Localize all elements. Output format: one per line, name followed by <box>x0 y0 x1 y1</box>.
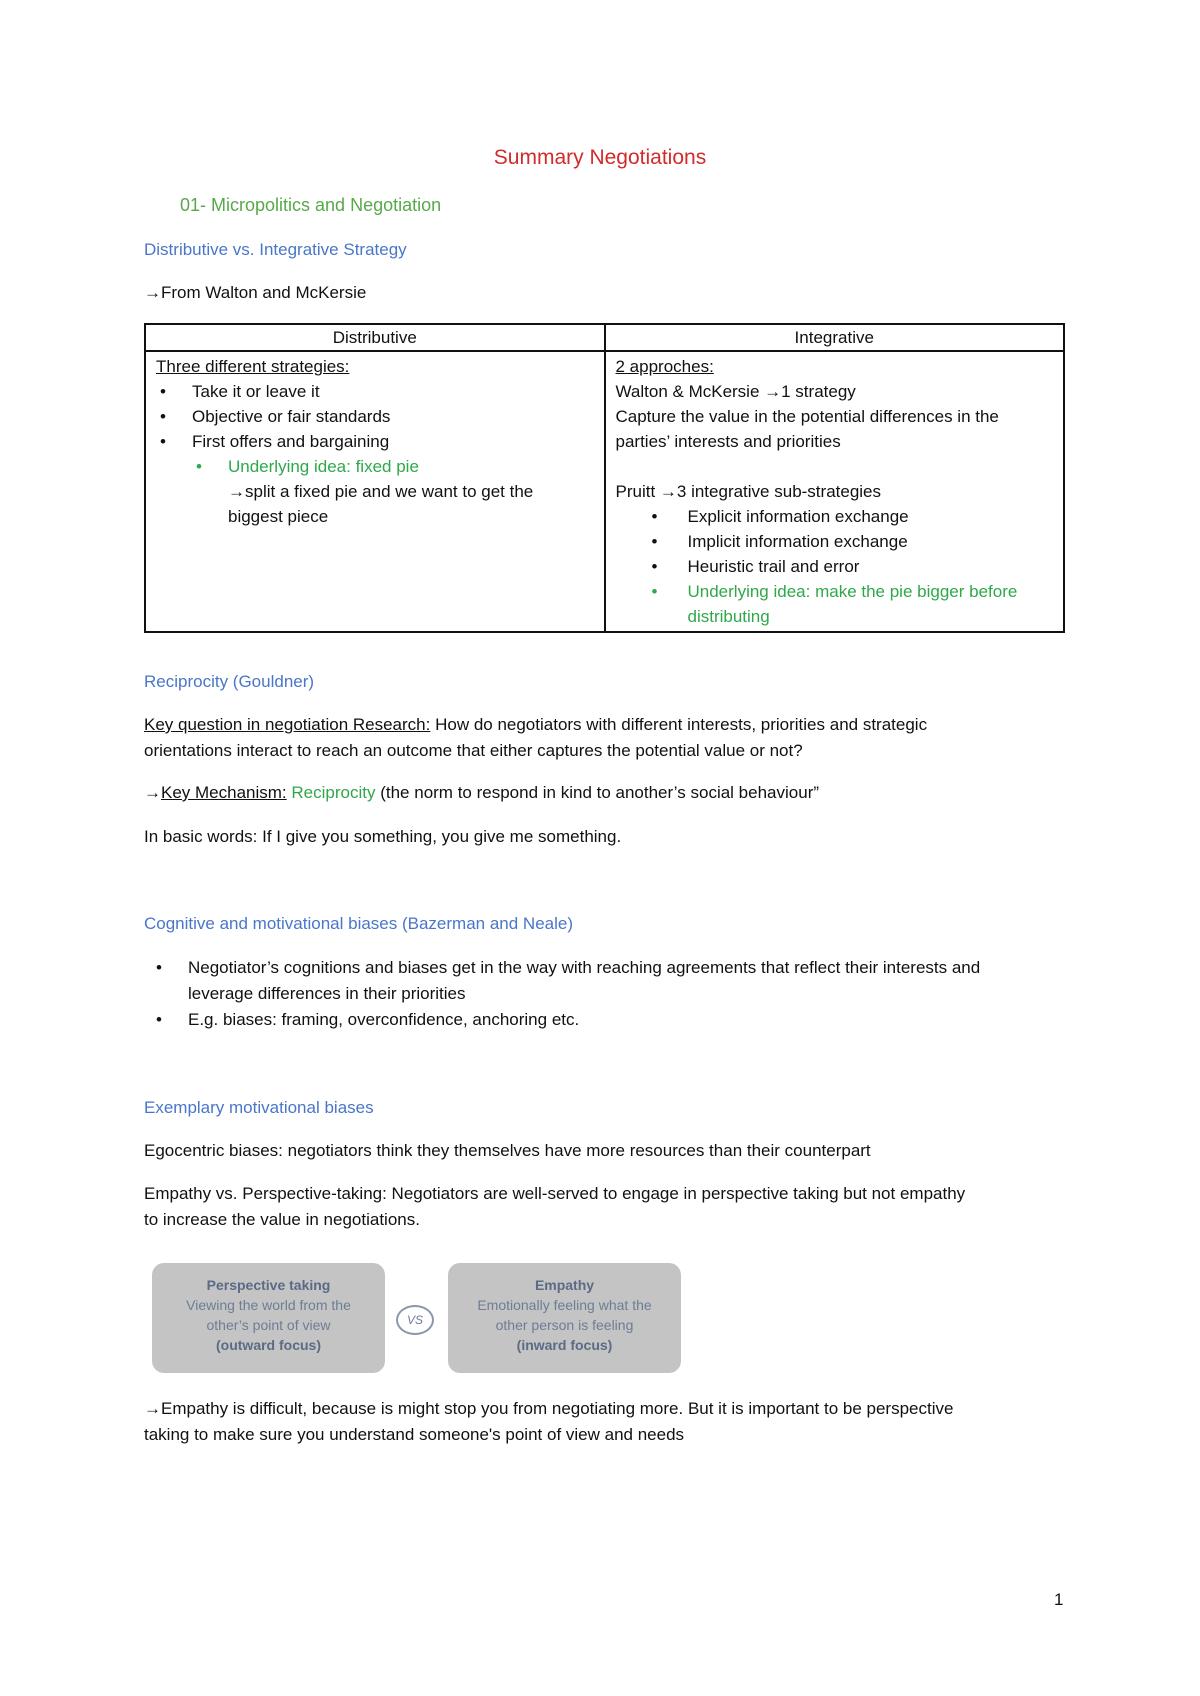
biases-heading: Cognitive and motivational biases (Bazerman and Neale) <box>144 914 574 933</box>
reciprocity-heading: Reciprocity (Gouldner) <box>144 672 315 691</box>
list-item <box>144 955 1064 1007</box>
empathy-line: Emotionally feeling what the <box>477 1297 652 1313</box>
key-mechanism-text: (the norm to respond in kind to another’s social behaviour” <box>375 783 820 802</box>
key-question-label: Key question in negotiation Research: <box>144 715 431 734</box>
basic-words-paragraph: In basic words: If I give you something, you give me something. <box>144 827 622 846</box>
perspective-taking-box <box>152 1263 385 1373</box>
perspective-taking-focus: (outward focus) <box>216 1337 321 1353</box>
page-number: 1 <box>1054 1590 1064 1609</box>
empathy-box <box>448 1263 681 1373</box>
key-question-text: How do negotiators with different interests, priorities and strategic <box>430 715 928 734</box>
list-item: • Take it or leave it <box>156 379 594 404</box>
biases-list <box>144 955 1064 1033</box>
underlying-idea-cont: distributing <box>687 607 770 626</box>
empathy-focus: (inward focus) <box>516 1337 613 1353</box>
list-item-text-cont: leverage differences in their priorities <box>188 984 466 1003</box>
list-item: • Implicit information exchange <box>616 529 1054 554</box>
col-header-integrative: Integrative <box>605 324 1065 351</box>
underlying-idea-note-cont: biggest piece <box>228 507 329 526</box>
empathy-text: Empathy vs. Perspective-taking: Negotiators are well-served to engage in perspective taking but not empathy <box>144 1184 966 1203</box>
empathy-text-cont: to increase the value in negotiations. <box>144 1210 420 1229</box>
strategy-source: →From Walton and McKersie <box>144 283 367 302</box>
list-item-underlying-idea: • Underlying idea: make the pie bigger before <box>616 579 1054 604</box>
empathy-paragraph <box>144 1181 1074 1233</box>
conclusion-paragraph <box>144 1396 1074 1448</box>
empathy-title: Empathy <box>534 1277 595 1293</box>
pruitt-line: Pruitt →3 integrative sub-strategies <box>615 482 882 501</box>
vs-badge: VS <box>396 1305 434 1335</box>
list-item-text: Negotiator’s cognitions and biases get in the way with reaching agreements that reflect their interests and <box>188 958 981 977</box>
list-item: • E.g. biases: framing, overconfidence, anchoring etc. <box>144 1007 1064 1033</box>
conclusion-text-cont: taking to make sure you understand someone's point of view and needs <box>144 1425 685 1444</box>
reciprocity-term: Reciprocity <box>291 783 376 802</box>
integrative-line: Capture the value in the potential differences in the <box>615 407 999 426</box>
arrow-glyph: → <box>144 783 161 802</box>
perspective-taking-line: other’s point of view <box>206 1317 331 1333</box>
list-item: • First offers and bargaining <box>156 429 594 454</box>
strategy-comparison-table <box>144 323 1065 633</box>
empathy-line: other person is feeling <box>495 1317 634 1333</box>
section-heading: 01- Micropolitics and Negotiation <box>180 195 442 215</box>
key-question-text-cont: orientations interact to reach an outcome that either captures the potential value or not? <box>144 741 803 760</box>
key-mechanism-paragraph <box>144 780 1074 806</box>
list-item: • Explicit information exchange <box>616 504 1054 529</box>
perspective-taking-title: Perspective taking <box>206 1277 331 1293</box>
list-item: • Objective or fair standards <box>156 404 594 429</box>
key-question-paragraph <box>144 712 1074 764</box>
document-title: Summary Negotiations <box>493 146 707 169</box>
integrative-subheading: 2 approches: <box>615 357 714 376</box>
egocentric-paragraph: Egocentric biases: negotiators think they themselves have more resources than their counterpart <box>144 1141 871 1160</box>
conclusion-text: →Empathy is difficult, because is might stop you from negotiating more. But it is important to be perspective <box>144 1399 954 1418</box>
col-header-distributive: Distributive <box>145 324 605 351</box>
perspective-taking-line: Viewing the world from the <box>186 1297 351 1313</box>
motivational-heading: Exemplary motivational biases <box>144 1098 374 1117</box>
list-item: • Heuristic trail and error <box>616 554 1054 579</box>
distributive-subheading: Three different strategies: <box>156 357 350 376</box>
integrative-cell <box>605 351 1065 632</box>
underlying-idea-note: →split a fixed pie and we want to get the <box>228 482 534 501</box>
strategy-heading: Distributive vs. Integrative Strategy <box>144 240 407 259</box>
list-item-underlying-idea: • Underlying idea: fixed pie <box>156 454 594 479</box>
integrative-line: Walton & McKersie →1 strategy <box>615 382 856 401</box>
key-mechanism-label: Key Mechanism: <box>161 783 287 802</box>
integrative-line: parties’ interests and priorities <box>615 432 841 451</box>
distributive-cell <box>145 351 605 632</box>
